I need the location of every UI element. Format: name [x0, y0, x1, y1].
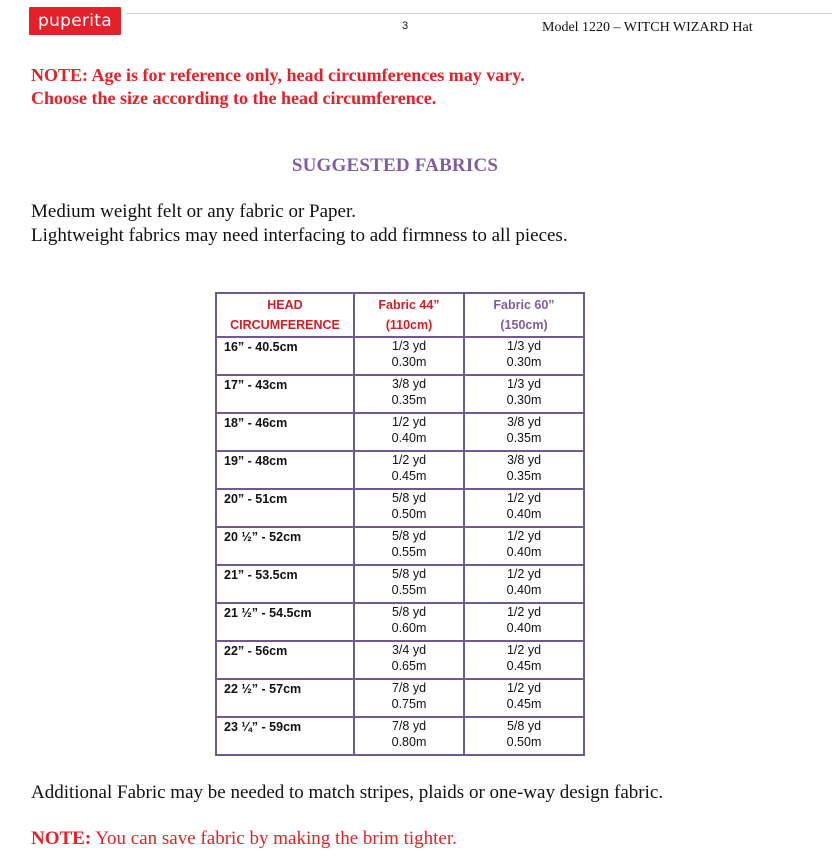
table-row — [216, 375, 584, 413]
table-row — [216, 717, 584, 755]
model-title: Model 1220 – WITCH WIZARD Hat — [542, 20, 753, 35]
header-line: (110cm) — [385, 318, 433, 332]
meters: 0.65m — [391, 659, 427, 673]
size-cell: 18” - 46cm — [216, 413, 354, 451]
yardage: 1/2 yd — [391, 415, 427, 429]
table-header-row — [216, 293, 584, 337]
meters: 0.55m — [391, 583, 427, 597]
fabric-60-cell — [464, 489, 584, 527]
size-cell: 21” - 53.5cm — [216, 565, 354, 603]
table-row — [216, 413, 584, 451]
meters: 0.30m — [506, 393, 542, 407]
size-cell: 22” - 56cm — [216, 641, 354, 679]
description-line-1: Medium weight felt or any fabric or Paper. — [31, 201, 357, 222]
meters: 0.80m — [391, 735, 427, 749]
yardage: 5/8 yd — [391, 567, 427, 581]
size-cell: 19” - 48cm — [216, 451, 354, 489]
size-cell: 22 ½” - 57cm — [216, 679, 354, 717]
age-reference-note — [31, 64, 525, 110]
fabric-60-cell — [464, 679, 584, 717]
yardage: 5/8 yd — [391, 605, 427, 619]
yardage: 1/2 yd — [506, 529, 542, 543]
fabric-44-cell — [354, 375, 464, 413]
table-row — [216, 679, 584, 717]
fabric-44-cell — [354, 717, 464, 755]
note-text: You can save fabric by making the brim tighter. — [91, 828, 457, 849]
fabric-44-cell — [354, 565, 464, 603]
fabric-60-cell — [464, 603, 584, 641]
yardage: 1/3 yd — [391, 339, 427, 353]
meters: 0.35m — [506, 431, 542, 445]
fabric-60-cell — [464, 451, 584, 489]
size-cell: 20” - 51cm — [216, 489, 354, 527]
description-line-2: Lightweight fabrics may need interfacing to add firmness to all pieces. — [31, 225, 568, 246]
yardage: 1/2 yd — [506, 491, 542, 505]
fabric-60-cell — [464, 565, 584, 603]
yardage: 3/8 yd — [506, 453, 542, 467]
meters: 0.55m — [391, 545, 427, 559]
note-line-1: NOTE: Age is for reference only, head circumferences may vary. — [31, 65, 525, 85]
yardage: 1/2 yd — [506, 681, 542, 695]
yardage: 5/8 yd — [391, 491, 427, 505]
header-line: CIRCUMFERENCE — [230, 318, 340, 332]
table-row — [216, 451, 584, 489]
meters: 0.35m — [391, 393, 427, 407]
table-row — [216, 489, 584, 527]
header-line: Fabric 44” — [378, 298, 440, 312]
save-fabric-note — [31, 828, 457, 850]
table-row — [216, 527, 584, 565]
meters: 0.40m — [506, 621, 542, 635]
meters: 0.45m — [391, 469, 427, 483]
fabric-60-cell — [464, 337, 584, 375]
yardage: 5/8 yd — [391, 529, 427, 543]
meters: 0.45m — [506, 659, 542, 673]
fabric-60-cell — [464, 375, 584, 413]
header-fabric-60 — [464, 293, 584, 337]
fabric-44-cell — [354, 603, 464, 641]
meters: 0.40m — [506, 583, 542, 597]
header-divider — [126, 13, 832, 14]
yardage: 7/8 yd — [391, 719, 427, 733]
note-line-2: Choose the size according to the head circumference. — [31, 88, 437, 108]
meters: 0.30m — [391, 355, 427, 369]
header-fabric-44 — [354, 293, 464, 337]
section-title: SUGGESTED FABRICS — [291, 155, 499, 176]
table-row — [216, 603, 584, 641]
fabric-44-cell — [354, 413, 464, 451]
size-cell: 16” - 40.5cm — [216, 337, 354, 375]
note-label: NOTE: — [31, 828, 92, 849]
yardage: 1/2 yd — [506, 567, 542, 581]
yardage: 1/2 yd — [506, 605, 542, 619]
meters: 0.40m — [506, 545, 542, 559]
table-row — [216, 565, 584, 603]
yardage: 3/8 yd — [391, 377, 427, 391]
fabric-60-cell — [464, 527, 584, 565]
fabric-44-cell — [354, 337, 464, 375]
meters: 0.40m — [506, 507, 542, 521]
page-number: 3 — [402, 20, 409, 32]
meters: 0.60m — [391, 621, 427, 635]
puperita-logo: puperita — [29, 7, 121, 35]
yardage: 3/8 yd — [506, 415, 542, 429]
table-row — [216, 337, 584, 375]
header-head-circumference — [216, 293, 354, 337]
fabric-44-cell — [354, 451, 464, 489]
meters: 0.50m — [506, 735, 542, 749]
header-line: HEAD — [267, 298, 303, 312]
size-cell: 17” - 43cm — [216, 375, 354, 413]
yardage: 5/8 yd — [506, 719, 542, 733]
fabric-44-cell — [354, 641, 464, 679]
header-line: Fabric 60” — [493, 298, 555, 312]
fabric-44-cell — [354, 489, 464, 527]
fabric-60-cell — [464, 641, 584, 679]
meters: 0.50m — [391, 507, 427, 521]
yardage: 7/8 yd — [391, 681, 427, 695]
meters: 0.35m — [506, 469, 542, 483]
meters: 0.30m — [506, 355, 542, 369]
size-cell: 23 ¼” - 59cm — [216, 717, 354, 755]
additional-fabric-note: Additional Fabric may be needed to match stripes, plaids or one-way design fabric. — [31, 782, 664, 803]
yardage: 1/2 yd — [506, 643, 542, 657]
header-line: (150cm) — [500, 318, 548, 332]
fabric-60-cell — [464, 717, 584, 755]
table-row — [216, 641, 584, 679]
size-cell: 20 ½” - 52cm — [216, 527, 354, 565]
fabric-44-cell — [354, 679, 464, 717]
meters: 0.45m — [506, 697, 542, 711]
yardage: 1/2 yd — [391, 453, 427, 467]
fabric-requirements-table — [215, 292, 585, 756]
meters: 0.75m — [391, 697, 427, 711]
yardage: 3/4 yd — [391, 643, 427, 657]
meters: 0.40m — [391, 431, 427, 445]
fabric-description — [31, 200, 568, 248]
fabric-60-cell — [464, 413, 584, 451]
yardage: 1/3 yd — [506, 377, 542, 391]
yardage: 1/3 yd — [506, 339, 542, 353]
size-cell: 21 ½” - 54.5cm — [216, 603, 354, 641]
fabric-44-cell — [354, 527, 464, 565]
